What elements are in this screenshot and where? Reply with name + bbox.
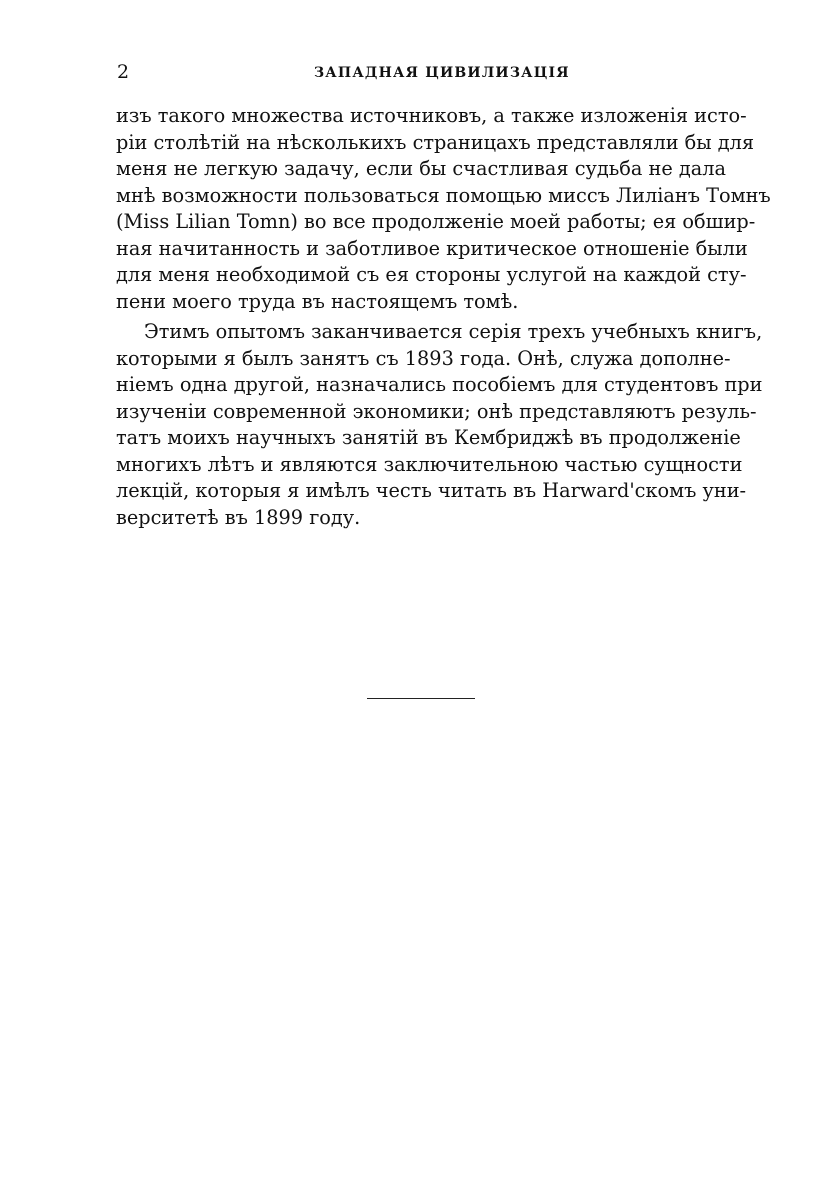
text-line: татъ моихъ научныхъ занятій въ Кембриджѣ въ продолженіе — [116, 426, 741, 449]
running-head: ЗАПАДНАЯ ЦИВИЛИЗАЦІЯ — [314, 65, 570, 81]
body-text — [116, 103, 771, 531]
page-number: 2 — [117, 61, 130, 83]
text-line: меня не легкую задачу, если бы счастливая судьба не дала — [116, 157, 726, 180]
text-line: изъ такого множества источниковъ, а также изложенія исто- — [116, 104, 747, 127]
text-line: лекцій, которыя я имѣлъ честь читать въ Harward'скомъ уни- — [116, 479, 747, 502]
text-line: ная начитанность и заботливое критическое отношеніе были — [116, 236, 748, 260]
text-line: для меня необходимой съ ея стороны услугой на каждой сту- — [116, 263, 747, 286]
text-line: изученіи современной экономики; онѣ представляютъ резуль- — [116, 399, 757, 423]
section-divider — [367, 698, 475, 699]
text-line: ніемъ одна другой, назначались пособіемъ для студентовъ при — [116, 373, 763, 396]
text-line: ріи столѣтій на нѣсколькихъ страницахъ представляли бы для — [116, 130, 755, 154]
text-line: многихъ лѣтъ и являются заключительною частью сущности — [116, 452, 743, 476]
text-line: (Miss Lilian Tomn) во все продолженіе моей работы; ея обшир- — [116, 210, 756, 233]
text-line: Этимъ опытомъ заканчивается серія трехъ учебныхъ книгъ, — [144, 320, 763, 343]
text-line: пени моего труда въ настоящемъ томѣ. — [116, 289, 519, 313]
text-line: которыми я былъ занятъ съ 1893 года. Онѣ, служа дополне- — [116, 346, 731, 370]
text-line: верситетѣ въ 1899 году. — [116, 505, 361, 529]
text-line: мнѣ возможности пользоваться помощью миссъ Лиліанъ Томнъ — [116, 183, 771, 207]
